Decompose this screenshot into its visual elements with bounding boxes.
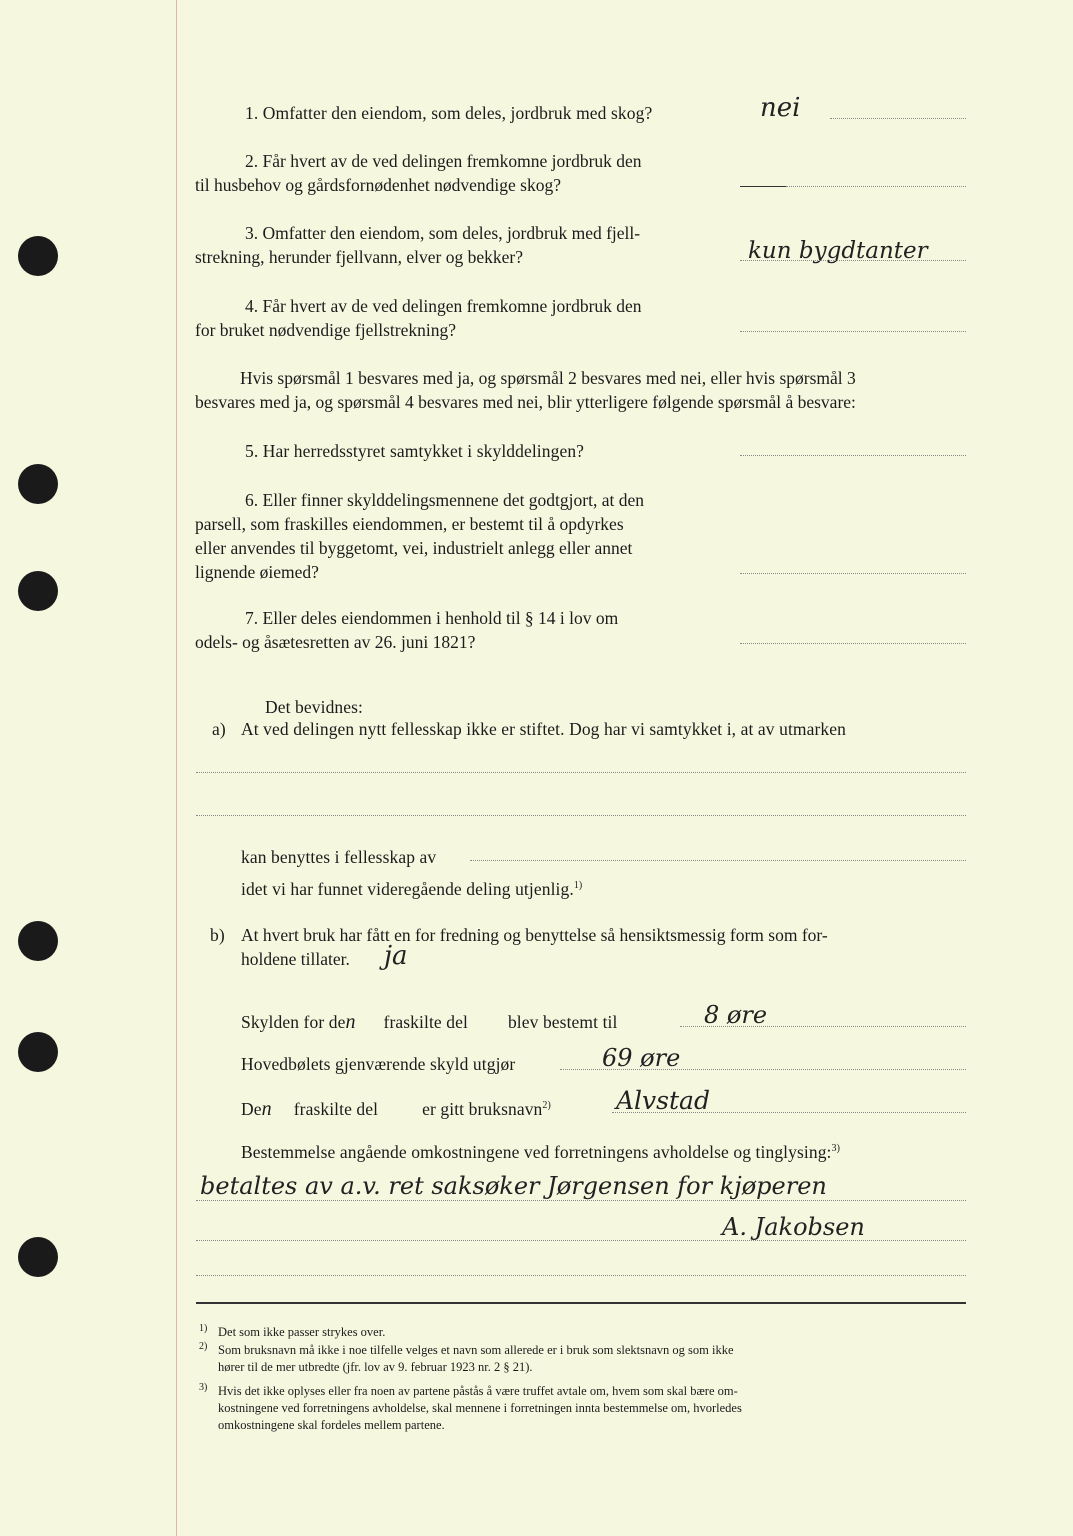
answer-line-6	[740, 573, 966, 574]
footnote-1-text: Det som ikke passer strykes over.	[218, 1325, 386, 1339]
answer-line-3	[740, 260, 966, 261]
skyld-label	[241, 1010, 617, 1034]
answer-line-2-dots	[786, 186, 966, 187]
item-a-text: At ved delingen nytt fellesskap ikke er stiftet. Dog har vi samtykket i, at av utmarken	[241, 719, 846, 739]
fill-line-a1	[196, 772, 966, 773]
answer-1-handwritten: nei	[760, 93, 801, 123]
question-4-line-2: for bruket nødvendige fjellstrekning?	[195, 320, 456, 340]
certification-heading: Det bevidnes:	[265, 697, 364, 717]
skyld-value-handwritten: 8 øre	[704, 1001, 768, 1029]
footnote-3-line-2: kostningene ved forretningens avholdelse, skal mennene i forretningen innta bestemmelse om, hvorledes	[218, 1401, 742, 1415]
answer-line-1	[830, 118, 966, 119]
found-note: 1)	[573, 880, 583, 891]
farm-name-handwritten-suffix: n	[261, 1097, 272, 1120]
item-b-label: b)	[210, 925, 225, 945]
found-text	[241, 874, 582, 901]
question-7-line-2: odels- og åsætesretten av 26. juni 1821?	[195, 632, 476, 652]
footnote-1-mark: 1)	[199, 1323, 208, 1334]
skyld-label-end: blev bestemt til	[507, 1012, 618, 1032]
condition-paragraph	[195, 366, 856, 414]
farm-name-line	[612, 1112, 966, 1113]
question-7	[195, 606, 739, 654]
footnote-3-line-3: omkostningene skal fordeles mellem partene.	[218, 1418, 445, 1432]
found-text-body: idet vi har funnet videregående deling utjenlig.	[241, 878, 574, 899]
question-1: 1. Omfatter den eiendom, som deles, jordbruk med skog?	[245, 103, 653, 123]
footnote-2-line-2: hører til de mer utbredte (jfr. lov av 9. februar 1923 nr. 2 § 21).	[218, 1360, 533, 1374]
punch-hole	[18, 1032, 58, 1072]
answer-line-2	[740, 186, 786, 187]
costs-line-2	[196, 1240, 966, 1241]
answer-line-5	[740, 455, 966, 456]
remaining-skyld-value-handwritten: 69 øre	[602, 1044, 681, 1072]
shared-use-line	[470, 860, 966, 861]
punch-hole	[18, 464, 58, 504]
question-6	[195, 488, 739, 584]
question-2	[195, 149, 739, 197]
costs-handwritten-line-1: betaltes av a.v. ret saksøker Jørgensen for kjøperen	[200, 1172, 827, 1200]
footnote-3-line-1: Hvis det ikke oplyses eller fra noen av partene påstås å være truffet avtale om, hvem som skal bære om-	[218, 1384, 738, 1398]
footnote-separator	[196, 1302, 966, 1304]
footnote-2	[218, 1342, 734, 1376]
farm-name-prefix: De	[241, 1098, 262, 1119]
punch-hole	[18, 236, 58, 276]
question-6-line-4: lignende øiemed?	[195, 562, 319, 582]
question-7-line-1: 7. Eller deles eiendommen i henhold til § 14 i lov om	[245, 608, 619, 628]
skyld-label-prefix: Skylden for de	[241, 1012, 346, 1032]
shared-use-label: kan benyttes i fellesskap av	[241, 847, 437, 867]
item-b-line-2: holdene tillater.	[241, 949, 350, 969]
answer-line-7	[740, 643, 966, 644]
question-2-line-2: til husbehov og gårdsfornødenhet nødvendige skog?	[195, 175, 561, 195]
item-b-line-1: At hvert bruk har fått en for fredning og benyttelse så hensiktsmessig form som for-	[241, 925, 828, 945]
farm-name-label	[241, 1094, 551, 1121]
punch-hole	[18, 921, 58, 961]
question-4-line-1: 4. Får hvert av de ved delingen fremkomne jordbruk den	[245, 296, 642, 316]
answer-3-handwritten: kun bygdtanter	[748, 238, 928, 264]
footnote-3-mark: 3)	[199, 1382, 208, 1393]
question-3	[195, 221, 739, 269]
farm-name-note: 2)	[542, 1100, 551, 1111]
question-3-line-1: 3. Omfatter den eiendom, som deles, jordbruk med fjell-	[245, 223, 641, 243]
farm-name-end: er gitt bruksnavn	[422, 1098, 543, 1119]
question-6-line-1: 6. Eller finner skylddelingsmennene det godtgjort, at den	[245, 490, 644, 510]
skyld-line	[680, 1026, 966, 1027]
costs-line-3	[196, 1275, 966, 1276]
farm-name-mid: fraskilte del	[293, 1098, 379, 1119]
footnote-1	[218, 1324, 385, 1341]
costs-note: 3)	[831, 1143, 841, 1154]
footnote-2-mark: 2)	[199, 1341, 208, 1352]
item-b-answer-handwritten: ja	[384, 941, 408, 971]
fill-line-a2	[196, 815, 966, 816]
punch-hole	[18, 1237, 58, 1277]
question-6-line-3: eller anvendes til byggetomt, vei, industrielt anlegg eller annet	[195, 538, 633, 558]
answer-line-4	[740, 331, 966, 332]
question-3-line-2: strekning, herunder fjellvann, elver og bekker?	[195, 247, 523, 267]
footnote-2-line-1: Som bruksnavn må ikke i noe tilfelle velges et navn som allerede er i bruk som slektsnavn og som ikke	[218, 1343, 734, 1357]
question-2-line-1: 2. Får hvert av de ved delingen fremkomne jordbruk den	[245, 151, 642, 171]
signature-handwritten: A. Jakobsen	[722, 1213, 865, 1241]
farm-name-value-handwritten: Alvstad	[616, 1086, 710, 1115]
footnote-3	[218, 1383, 742, 1434]
item-a-label: a)	[212, 719, 226, 739]
remaining-skyld-label: Hovedbølets gjenværende skyld utgjør	[241, 1054, 516, 1074]
question-5: 5. Har herredsstyret samtykket i skylddelingen?	[245, 441, 585, 461]
skyld-label-mid: fraskilte del	[383, 1012, 468, 1032]
condition-line-2: besvares med ja, og spørsmål 4 besvares med nei, blir ytterligere følgende spørsmål å besvare:	[195, 392, 856, 412]
punch-hole	[18, 571, 58, 611]
remaining-skyld-line	[560, 1069, 966, 1070]
costs-label-text: Bestemmelse angående omkostningene ved forretningens avholdelse og tinglysing:	[241, 1141, 832, 1162]
costs-label	[241, 1137, 840, 1164]
costs-line-1	[196, 1200, 966, 1201]
margin-rule	[176, 0, 177, 1536]
question-4	[195, 294, 739, 342]
item-b-text	[241, 923, 828, 971]
question-6-line-2: parsell, som fraskilles eiendommen, er bestemt til å opdyrkes	[195, 514, 624, 534]
condition-line-1: Hvis spørsmål 1 besvares med ja, og spørsmål 2 besvares med nei, eller hvis spørsmål 3	[240, 368, 856, 388]
skyld-label-handwritten: n	[345, 1011, 356, 1033]
